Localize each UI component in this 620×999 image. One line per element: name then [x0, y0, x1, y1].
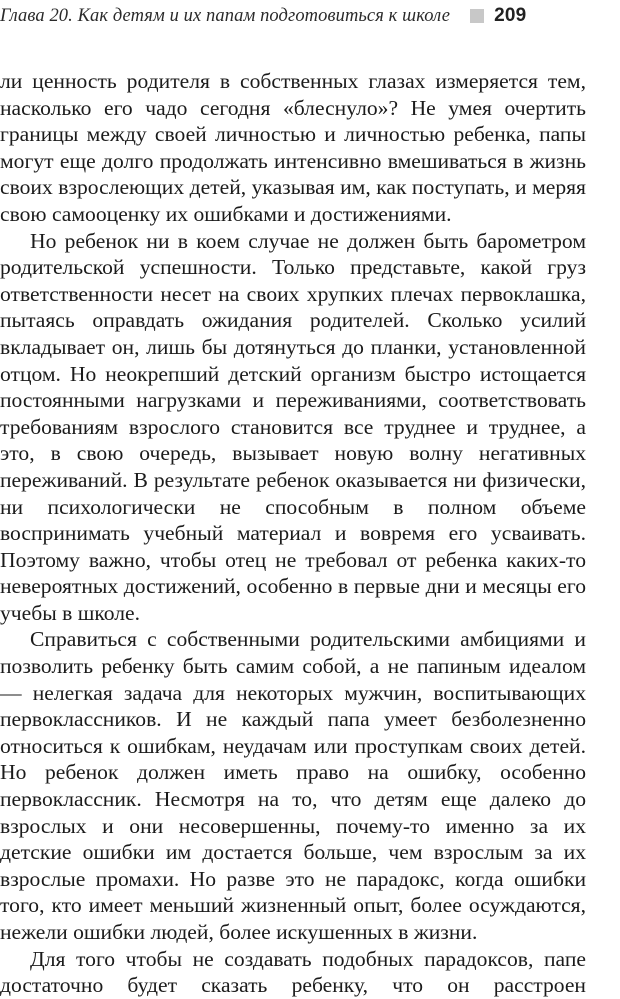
running-header: [0, 4, 614, 28]
paragraph-continued: ли ценность родителя в собственных глазах измеряется тем, насколько его чадо сегодня «блеснуло»? Не умея очертить границы между своей личностью и личностью ребенка, папы могут еще долго продолжать интенсивно вмешиваться в жизнь своих взрослеющих детей, указывая им, как поступать, и меряя свою самооценку их ошибками и достижениями.: [0, 69, 586, 226]
body-text: [0, 68, 586, 999]
paragraph-truncated: Для того чтобы не создавать подобных парадоксов, папе достаточно будет сказать ребенку, что он расстроен: [0, 946, 586, 998]
page-number: 209: [494, 5, 527, 26]
gray-square-marker: [470, 9, 484, 23]
paragraph: Но ребенок ни в коем случае не должен быть барометром родительской успешности. Только представьте, какой груз ответственности несет на своих хрупких плечах первоклашка, пытаясь оправдать ожидания родителей. Сколько усилий вкладывает он, лишь бы дотянуться до планки, установленной отцом. Но неокрепший детский организм быстро истощается постоянными нагрузками и переживаниями, соответствовать требованиям взрослого становится все труднее и труднее, а это, в свою очередь, вызывает новую волну негативных переживаний. В результате ребенок оказывается ни физически, ни психологически не способным в полном объеме воспринимать учебный материал и вовремя его усваивать. Поэтому важно, чтобы отец не требовал от ребенка каких-то невероятных достижений, особенно в первые дни и месяцы его учебы в школе.: [0, 228, 586, 625]
paragraph: Справиться с собственными родительскими амбициями и позволить ребенку быть самим собой, а не папиным идеалом — нелегкая задача для некоторых мужчин, воспитывающих первоклассников. И не каждый папа умеет безболезненно относиться к ошибкам, неудачам или проступкам своих детей. Но ребенок должен иметь право на ошибку, особенно первоклассник. Несмотря на то, что детям еще далеко до взрослых и они несовершенны, почему-то именно за их детские ошибки им достается больше, чем взрослым за их взрослые промахи. Но разве это не парадокс, когда ошибки того, кто имеет меньший жизненный опыт, более осуждаются, нежели ошибки людей, более искушенных в жизни.: [0, 627, 586, 944]
chapter-running-title: Глава 20. Как детям и их папам подготовиться к школе: [0, 5, 451, 26]
